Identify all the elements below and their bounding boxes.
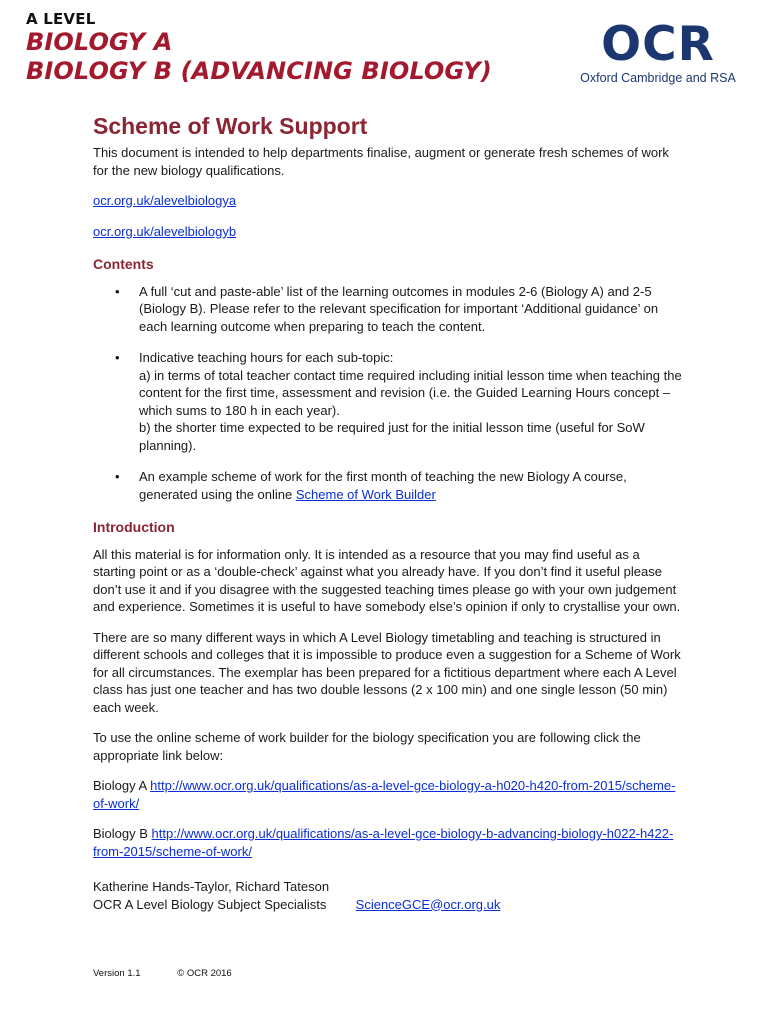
intro-para-1: All this material is for information only. It is intended as a resource that you may find useful as a starting point or as a ‘double-check’ against what you already have. If you don’t find it useful please don’t use it and if you disagree with the suggested teaching times please go with your own judgement and experience. Sometimes it is useful to have somebody else’s opinion if only to crystallise your own. — [93, 546, 681, 614]
page-footer — [93, 968, 266, 979]
author-names: Katherine Hands-Taylor, Richard Tateson — [93, 879, 330, 894]
title-biology-a: BIOLOGY A — [26, 28, 173, 56]
biology-b-label: Biology B — [93, 826, 152, 841]
author-role: OCR A Level Biology Subject Specialists — [93, 896, 327, 912]
email-link[interactable]: ScienceGCE@ocr.org.uk — [355, 896, 501, 912]
ocr-logo-subtitle: Oxford Cambridge and RSA — [580, 71, 736, 85]
biology-a-sow-link[interactable]: http://www.ocr.org.uk/qualifications/as-a-level-gce-biology-a-h020-h420-from-2015/scheme-of-work/ — [93, 778, 676, 811]
bullet-text: An example scheme of work for the first month of teaching the new Biology A course, generated using the online — [139, 469, 627, 502]
bullet-text: A full ‘cut and paste-able’ list of the learning outcomes in modules 2-6 (Biology A) and 2-5 (Biology B). Please refer to the relevant specification for important ‘Additional guidance’ on each learning outcome when preparing to teach the content. — [139, 283, 659, 334]
biology-b-sow-link[interactable]: http://www.ocr.org.uk/qualifications/as-a-level-gce-biology-b-advancing-biology-h022-h422-from-2015/scheme-of-work/ — [93, 826, 674, 859]
intro-para-2: There are so many different ways in which A Level Biology timetabling and teaching is structured in different schools and colleges that it is impossible to produce even a suggestion for a Scheme of Work for all circumstances. The exemplar has been prepared for a fictitious department where each A Level class has just one teacher and has two double lessons (2 x 100 min) and one single lesson (50 min) each week. — [93, 629, 681, 715]
introduction-heading: Introduction — [93, 519, 175, 535]
link-biology-b[interactable]: ocr.org.uk/alevelbiologyb — [93, 223, 237, 239]
biology-b-link-row — [93, 825, 683, 860]
ocr-logo-text: OCR — [601, 17, 715, 72]
list-item — [139, 283, 683, 336]
author-role-row — [93, 896, 683, 914]
version-label: Version 1.1 — [93, 968, 141, 979]
bullet-text: a) in terms of total teacher contact time required including initial lesson time when teaching the content for the first time, assessment and revision (i.e. the Guided Learning Hours concept – which sums to 180 h in each year). — [139, 367, 682, 418]
ocr-logo — [576, 17, 740, 85]
document-body — [93, 112, 683, 913]
intro-paragraph: This document is intended to help departments finalise, augment or generate fresh schemes of work for the new biology qualifications. — [93, 145, 669, 178]
contents-heading: Contents — [93, 256, 154, 272]
intro-para-3: To use the online scheme of work builder for the biology specification you are following click the appropriate link below: — [93, 730, 641, 763]
list-item — [139, 349, 683, 454]
header-titles — [26, 10, 492, 86]
list-item — [139, 468, 683, 503]
biology-a-link-row — [93, 777, 683, 812]
contents-list — [93, 283, 683, 504]
page-title: Scheme of Work Support — [93, 113, 368, 139]
title-biology-b: BIOLOGY B (ADVANCING BIOLOGY) — [26, 57, 492, 85]
link-biology-a[interactable]: ocr.org.uk/alevelbiologya — [93, 193, 237, 208]
copyright-label: © OCR 2016 — [177, 968, 232, 979]
bullet-text: b) the shorter time expected to be required just for the initial lesson time (useful for SoW planning). — [139, 420, 645, 453]
biology-a-label: Biology A — [93, 778, 151, 793]
level-label: A LEVEL — [26, 10, 96, 28]
scheme-of-work-builder-link[interactable]: Scheme of Work Builder — [295, 486, 436, 502]
bullet-text: • Indicative teaching hours for each sub-topic: — [139, 350, 394, 365]
